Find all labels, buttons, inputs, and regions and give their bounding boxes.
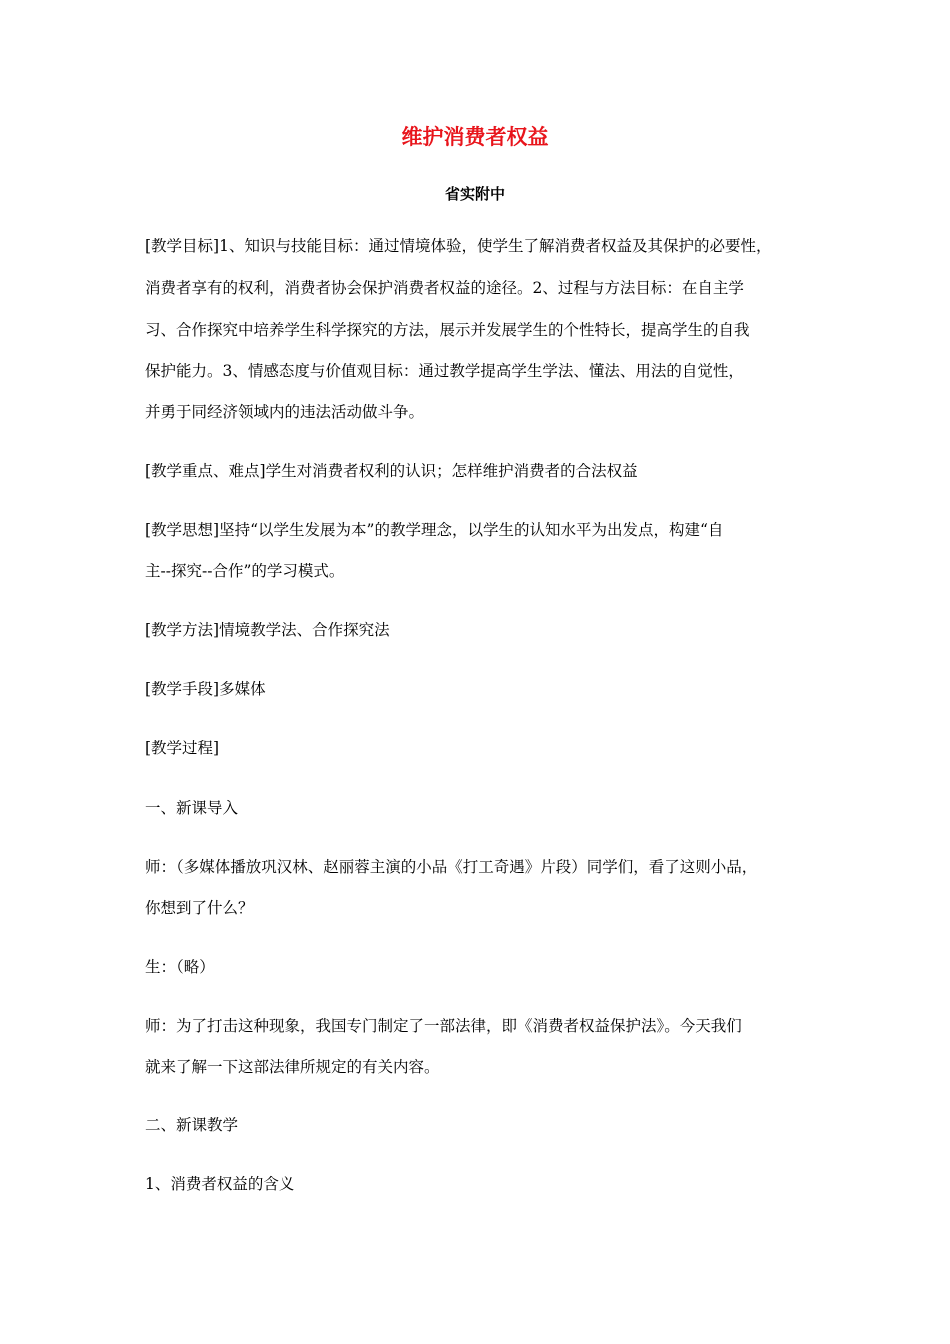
paragraph-line: [教学思想]坚持“以学生发展为本”的教学理念，以学生的认知水平为出发点，构建“自	[145, 521, 724, 539]
paragraph-line: 生：（略）	[145, 958, 215, 976]
paragraph-line: 师：（多媒体播放巩汉林、赵丽蓉主演的小品《打工奇遇》片段）同学们，看了这则小品，	[145, 858, 758, 876]
section-heading: 一、新课导入	[145, 799, 239, 817]
paragraph-line: [教学手段]多媒体	[145, 680, 266, 698]
paragraph-line: [教学目标]1、知识与技能目标：通过情境体验，使学生了解消费者权益及其保护的必要性，	[145, 237, 772, 255]
paragraph-line: 习、合作探究中培养学生科学探究的方法，展示并发展学生的个性特长，提高学生的自我	[145, 321, 750, 339]
paragraph-line: [教学重点、难点]学生对消费者权利的认识；怎样维护消费者的合法权益	[145, 462, 638, 480]
paragraph-line: 师：为了打击这种现象，我国专门制定了一部法律，即《消费者权益保护法》。今天我们	[145, 1017, 742, 1035]
document-subtitle: 省实附中	[444, 185, 505, 203]
paragraph-line: [教学过程]	[145, 739, 220, 757]
paragraph-line: 你想到了什么？	[145, 899, 254, 917]
paragraph-line: 就来了解一下这部法律所规定的有关内容。	[145, 1058, 440, 1076]
paragraph-line: 保护能力。3、情感态度与价值观目标：通过教学提高学生学法、懂法、用法的自觉性，	[145, 362, 744, 380]
paragraph-line: 消费者享有的权利，消费者协会保护消费者权益的途径。2、过程与方法目标：在自主学	[145, 279, 744, 297]
document-title: 维护消费者权益	[401, 125, 549, 149]
paragraph-line: 主--探究--合作”的学习模式。	[145, 562, 345, 580]
section-heading: 二、新课教学	[145, 1116, 239, 1134]
paragraph-line: [教学方法]情境教学法、合作探究法	[145, 621, 390, 639]
subsection-heading: 1、消费者权益的含义	[145, 1175, 295, 1193]
paragraph-line: 并勇于同经济领域内的违法活动做斗争。	[145, 403, 425, 421]
